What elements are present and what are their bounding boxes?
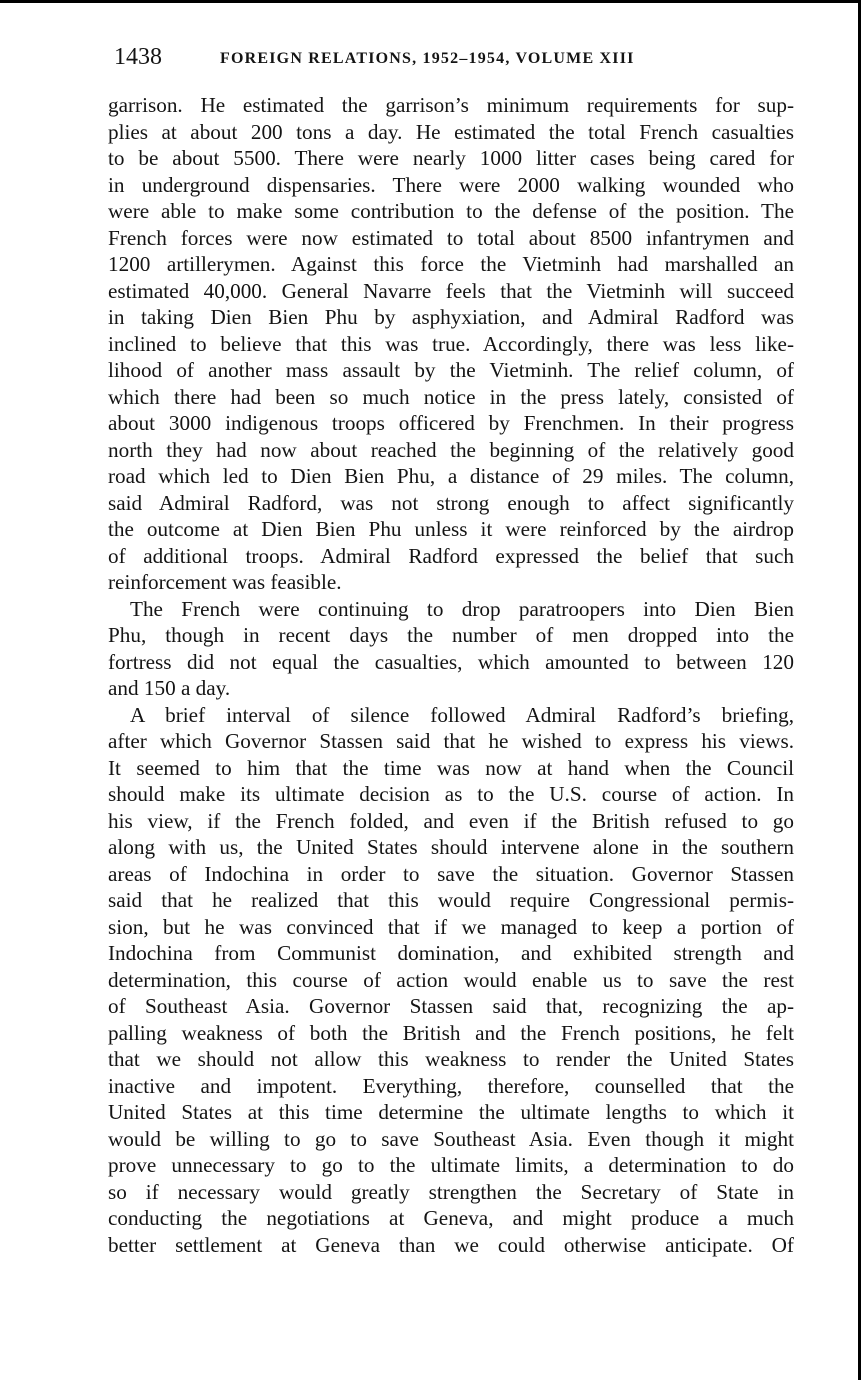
page-number: 1438: [114, 44, 162, 70]
text-line: garrison. He estimated the garrison’s minimum requirements for sup-: [108, 93, 794, 117]
text-line: of additional troops. Admiral Radford expressed the belief that such: [108, 543, 794, 568]
body-text: [108, 92, 794, 1258]
paragraph: [108, 596, 794, 702]
text-line: palling weakness of both the British and the French positions, he felt: [108, 1020, 794, 1045]
text-line: reinforcement was feasible.: [108, 570, 342, 594]
text-line: of Southeast Asia. Governor Stassen said that, recognizing the ap-: [108, 994, 794, 1018]
text-line: along with us, the United States should intervene alone in the southern: [108, 835, 794, 859]
text-line: inclined to believe that this was true. Accordingly, there was less like-: [108, 331, 794, 356]
text-line: road which led to Dien Bien Phu, a distance of 29 miles. The column,: [108, 464, 794, 488]
text-line: better settlement at Geneva than we could otherwise anticipate. Of: [108, 1232, 794, 1257]
text-line: areas of Indochina in order to save the situation. Governor Stassen: [108, 861, 794, 886]
page-header: [114, 42, 794, 72]
text-line: to be about 5500. There were nearly 1000 litter cases being cared for: [108, 146, 794, 170]
text-line: so if necessary would greatly strengthen the Secretary of State in: [108, 1179, 794, 1204]
text-line: The French were continuing to drop paratroopers into Dien Bien: [130, 596, 794, 621]
text-line: plies at about 200 tons a day. He estimated the total French casualties: [108, 119, 794, 144]
text-line: French forces were now estimated to total about 8500 infantrymen and: [108, 225, 794, 250]
text-line: about 3000 indigenous troops officered by Frenchmen. In their progress: [108, 411, 794, 435]
paragraph: [108, 92, 794, 596]
text-line: the outcome at Dien Bien Phu unless it were reinforced by the airdrop: [108, 517, 794, 541]
text-line: conducting the negotiations at Geneva, and might produce a much: [108, 1206, 794, 1230]
text-line: his view, if the French folded, and even if the British refused to go: [108, 808, 794, 833]
text-line: Indochina from Communist domination, and exhibited strength and: [108, 941, 794, 965]
text-line: It seemed to him that the time was now at hand when the Council: [108, 755, 794, 780]
text-line: should make its ultimate decision as to the U.S. course of action. In: [108, 782, 794, 806]
text-line: inactive and impotent. Everything, therefore, counselled that the: [108, 1073, 794, 1098]
text-line: in underground dispensaries. There were 2000 walking wounded who: [108, 172, 794, 197]
text-line: would be willing to go to save Southeast Asia. Even though it might: [108, 1126, 794, 1151]
text-line: sion, but he was convinced that if we managed to keep a portion of: [108, 914, 794, 939]
text-line: said that he realized that this would require Congressional permis-: [108, 888, 794, 912]
text-line: estimated 40,000. General Navarre feels that the Vietminh will succeed: [108, 278, 794, 303]
text-line: 1200 artillerymen. Against this force the Vietminh had marshalled an: [108, 252, 794, 276]
text-line: United States at this time determine the ultimate lengths to which it: [108, 1100, 794, 1124]
text-line: A brief interval of silence followed Admiral Radford’s briefing,: [130, 702, 794, 727]
text-line: Phu, though in recent days the number of men dropped into the: [108, 623, 794, 647]
text-line: in taking Dien Bien Phu by asphyxiation, and Admiral Radford was: [108, 305, 794, 329]
text-line: were able to make some contribution to the defense of the position. The: [108, 199, 794, 223]
text-line: and 150 a day.: [108, 676, 231, 700]
text-line: fortress did not equal the casualties, which amounted to between 120: [108, 649, 794, 674]
paragraph: [108, 702, 794, 1259]
text-line: determination, this course of action would enable us to save the rest: [108, 967, 794, 992]
text-line: lihood of another mass assault by the Vietminh. The relief column, of: [108, 358, 794, 382]
text-line: north they had now about reached the beginning of the relatively good: [108, 437, 794, 462]
text-line: prove unnecessary to go to the ultimate limits, a determination to do: [108, 1153, 794, 1177]
text-line: which there had been so much notice in the press lately, consisted of: [108, 384, 794, 409]
text-line: that we should not allow this weakness to render the United States: [108, 1047, 794, 1071]
text-line: after which Governor Stassen said that he wished to express his views.: [108, 729, 794, 753]
scan-border-top: [0, 0, 861, 3]
running-head: FOREIGN RELATIONS, 1952–1954, VOLUME XIII: [220, 50, 635, 67]
text-line: said Admiral Radford, was not strong enough to affect significantly: [108, 490, 794, 515]
